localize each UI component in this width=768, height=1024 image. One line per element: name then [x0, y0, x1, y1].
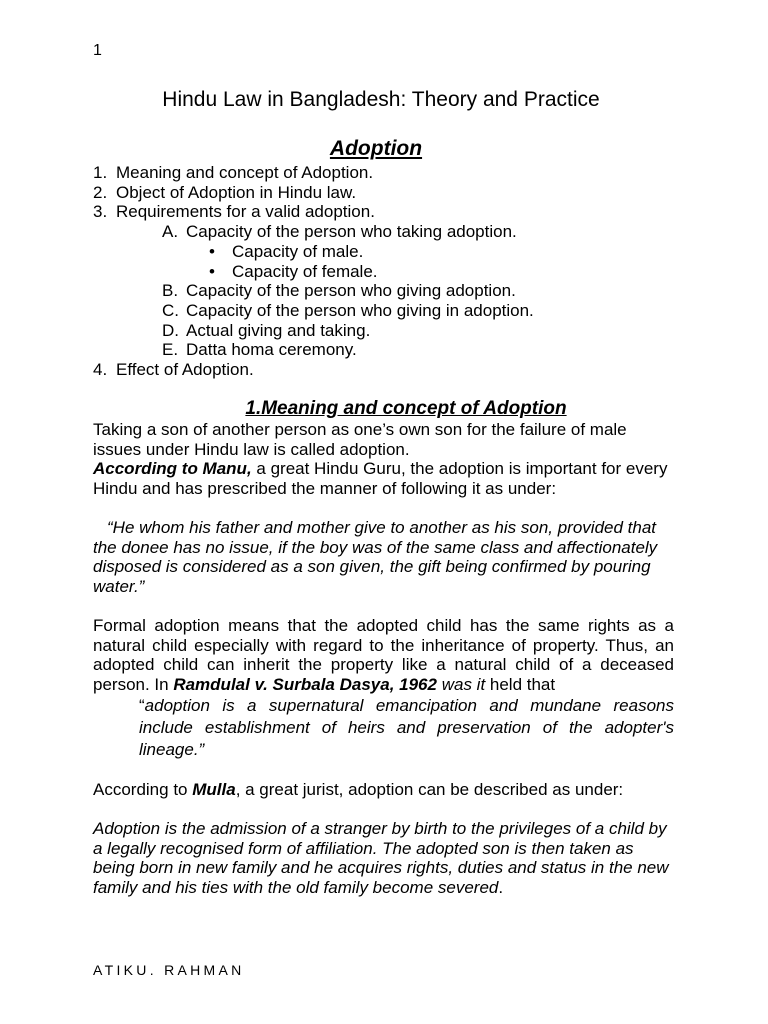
footer-author: ATIKU. RAHMAN: [93, 962, 245, 978]
definition-text: Taking a son of another person as one’s own son for the failure of male issues under Hindu law is called adoption.: [93, 420, 627, 459]
toc-subitem-text: Capacity of the person who giving in adoption.: [186, 300, 534, 320]
quote-case-text: adoption is a supernatural emancipation and mundane reasons include establishment of heirs and preservation of the adopter's lineage.”: [139, 696, 674, 759]
toc-subitem-letter: B.: [162, 281, 179, 301]
toc-subitem: [93, 321, 693, 341]
toc-item-text: Effect of Adoption.: [116, 360, 254, 380]
was-it-text: was it: [436, 675, 486, 695]
toc-subitem: [93, 222, 693, 242]
manu-intro-text: a great Hindu Guru, the adoption is important for every Hindu and has prescribed the manner of following it as under:: [93, 459, 668, 499]
toc-item: [93, 163, 693, 183]
toc-item: [93, 360, 693, 380]
mulla-rest-text: , a great jurist, adoption can be described as under:: [235, 780, 624, 799]
quote-mulla-end: .: [498, 878, 504, 898]
toc-subitem-text: Datta homa ceremony.: [186, 340, 357, 360]
subsection-heading: 1.Meaning and concept of Adoption: [245, 398, 567, 419]
toc-item-number: 4.: [93, 360, 108, 380]
mulla-intro-text: According to: [93, 780, 193, 799]
toc-bullet: [93, 242, 693, 262]
toc-item-number: 1.: [93, 163, 108, 182]
toc-subitem-letter: A.: [162, 222, 179, 242]
toc-subitem: [93, 340, 693, 360]
case-name: Ramdulal v. Surbala Dasya, 1962: [173, 675, 437, 695]
document-title: Hindu Law in Bangladesh: Theory and Practice: [162, 88, 600, 111]
toc-bullet-text: Capacity of female.: [232, 261, 378, 281]
paragraph-mulla: [93, 780, 674, 800]
bullet-icon: •: [209, 241, 215, 261]
toc-bullet-text: Capacity of male.: [232, 241, 364, 261]
paragraph-formal-adoption: [93, 616, 674, 695]
held-that-text: held that: [485, 675, 556, 695]
toc-subitem-letter: C.: [162, 300, 179, 320]
manu-intro: [93, 459, 674, 498]
toc-subitem-text: Capacity of the person who giving adoption.: [186, 281, 516, 301]
toc-item-text: Meaning and concept of Adoption.: [116, 163, 374, 182]
bullet-icon: •: [209, 261, 215, 281]
toc-item: [93, 183, 693, 203]
quote-mulla: [93, 819, 674, 898]
toc-subitem-letter: D.: [162, 320, 179, 340]
toc-subitem-text: Actual giving and taking.: [186, 320, 371, 340]
quote-case: [139, 695, 674, 761]
toc-subitem-letter: E.: [162, 340, 179, 360]
toc-bullet: [93, 262, 693, 282]
mulla-name: Mulla: [192, 780, 236, 799]
section-heading: Adoption: [329, 137, 423, 160]
quote-open-mark: “: [139, 696, 145, 715]
formal-adoption-text: Formal adoption means that the adopted child has the same rights as a natural child especially with regard to the inheritance of property. Thus, an adopted child can inherit the property like a natural child of a deceased person. In: [93, 616, 674, 695]
toc-item-number: 2.: [93, 182, 108, 202]
paragraph-definition: [93, 420, 674, 499]
manu-lead: According to Manu,: [93, 459, 252, 479]
toc-subitem-text: Capacity of the person who taking adoption.: [186, 222, 517, 242]
toc-item-number: 3.: [93, 202, 108, 222]
toc-subitem: [93, 281, 693, 301]
quote-manu: “He whom his father and mother give to another as his son, provided that the donee has no issue, if the boy was of the same class and affectionately disposed is considered as a son given, the gift being confirmed by pouring water.”: [93, 518, 658, 597]
toc-item-text: Object of Adoption in Hindu law.: [116, 182, 357, 202]
toc-subitem: [93, 301, 693, 321]
page-number: 1: [93, 42, 102, 59]
table-of-contents: [93, 163, 693, 380]
toc-item: [93, 202, 693, 222]
quote-mulla-text: Adoption is the admission of a stranger by birth to the privileges of a child by a legally recognised form of affiliation. The adopted son is then taken as being born in new family and he acquires rights, duties and status in the new family and his ties with the old family become severed: [93, 819, 669, 898]
toc-item-text: Requirements for a valid adoption.: [116, 202, 375, 222]
